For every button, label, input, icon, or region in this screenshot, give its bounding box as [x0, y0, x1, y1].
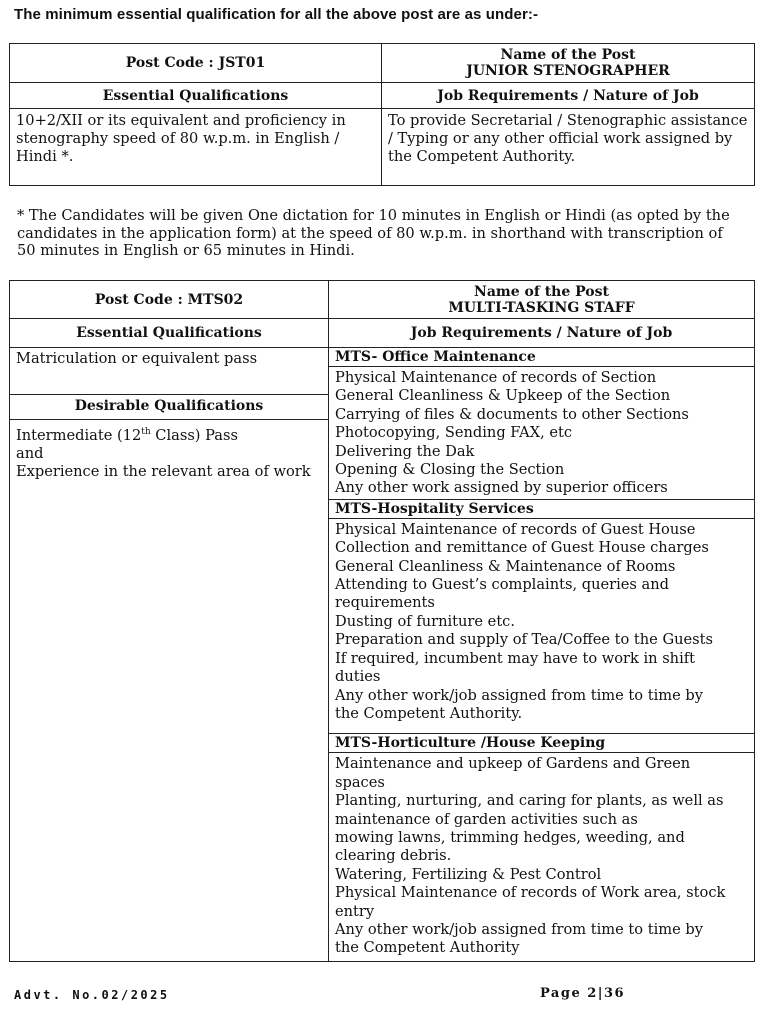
list-item: spaces — [335, 773, 385, 791]
horticulture-section-title: MTS-Horticulture /House Keeping — [329, 734, 754, 753]
list-item: maintenance of garden activities such as — [335, 810, 638, 828]
dictation-note: * The Candidates will be given One dictation for 10 minutes in English or Hindi (as opted by the candidates in the application form) at the speed of 80 w.p.m. in shorthand with transcription of 50 minutes in English or 65 minutes in Hindi. — [17, 207, 730, 259]
jst-jr-header: Job Requirements / Nature of Job — [382, 83, 755, 109]
mts-post-code: Post Code : MTS02 — [10, 281, 329, 319]
office-section — [329, 348, 754, 500]
list-item: Collection and remittance of Guest House charges — [335, 539, 709, 557]
list-item: the Competent Authority. — [335, 704, 523, 722]
list-item: Any other work/job assigned from time to time by — [335, 920, 703, 938]
mts-dq-line1: Intermediate (12th Class) Pass — [16, 426, 238, 444]
jst-table — [9, 43, 755, 186]
mts-jr-header: Job Requirements / Nature of Job — [329, 319, 755, 348]
list-item: Physical Maintenance of records of Section — [335, 369, 657, 386]
office-items — [329, 367, 754, 500]
page-number: Page 2|36 — [540, 986, 626, 1001]
list-item: Physical Maintenance of records of Work area, stock — [335, 884, 726, 902]
jst-jr-text: To provide Secretarial / Stenographic assistance / Typing or any other official work assigned by the Competent Authority. — [382, 109, 755, 186]
list-item: Dusting of furniture etc. — [335, 612, 515, 630]
page-heading: The minimum essential qualification for all the above post are as under:- — [14, 6, 539, 23]
hospitality-section-title: MTS-Hospitality Services — [329, 500, 754, 519]
list-item: Opening & Closing the Section — [335, 461, 565, 479]
mts-job-requirements-cell — [329, 348, 755, 962]
mts-eq-header: Essential Qualifications — [10, 319, 329, 348]
jst-post-name-cell — [382, 44, 755, 83]
list-item: Any other work assigned by superior officers — [335, 479, 668, 497]
horticulture-items — [329, 753, 754, 957]
list-item: Physical Maintenance of records of Guest House — [335, 520, 696, 538]
list-item: Photocopying, Sending FAX, etc — [335, 424, 573, 442]
list-item: duties — [335, 668, 381, 686]
mts-name-label: Name of the Post — [474, 283, 609, 300]
horticulture-section — [329, 734, 754, 957]
hospitality-items — [329, 519, 754, 734]
mts-qualifications-cell — [10, 348, 329, 962]
jst-post-code — [10, 44, 382, 83]
mts-dq-header: Desirable Qualifications — [10, 394, 328, 420]
list-item: Watering, Fertilizing & Pest Control — [335, 865, 602, 883]
advt-number: Advt. No.02/2025 — [14, 988, 170, 1002]
mts-post-name-cell — [329, 281, 755, 319]
mts-dq-line3: Experience in the relevant area of work — [16, 463, 311, 481]
jst-eq-header: Essential Qualifications — [10, 83, 382, 109]
mts-dq-text — [10, 420, 328, 484]
mts-post-name: MULTI-TASKING STAFF — [448, 299, 635, 316]
list-item: Carrying of files & documents to other Sections — [335, 405, 689, 423]
mts-dq-line2: and — [16, 445, 44, 463]
office-section-title: MTS- Office Maintenance — [329, 348, 754, 367]
list-item: Any other work/job assigned from time to time by — [335, 686, 703, 704]
list-item: If required, incumbent may have to work in shift — [335, 649, 696, 667]
list-item: clearing debris. — [335, 847, 452, 865]
jst-post-code-text: Post Code : JST01 — [125, 55, 266, 71]
jst-name-label: Name of the Post — [500, 47, 636, 63]
list-item: General Cleanliness & Maintenance of Rooms — [335, 557, 676, 575]
jst-post-name: JUNIOR STENOGRAPHER — [466, 63, 670, 79]
list-item: Delivering the Dak — [335, 442, 475, 460]
mts-table — [9, 280, 755, 962]
list-item: Planting, nurturing, and caring for plants, as well as — [335, 792, 724, 810]
list-item: requirements — [335, 594, 435, 612]
jst-eq-text: 10+2/XII or its equivalent and proficiency in stenography speed of 80 w.p.m. in English / Hindi *. — [10, 109, 382, 186]
mts-eq-text: Matriculation or equivalent pass — [16, 350, 258, 367]
list-item: Preparation and supply of Tea/Coffee to the Guests — [335, 631, 713, 649]
list-item: General Cleanliness & Upkeep of the Section — [335, 387, 671, 405]
list-item: Maintenance and upkeep of Gardens and Green — [335, 755, 691, 773]
hospitality-section — [329, 500, 754, 734]
list-item: mowing lawns, trimming hedges, weeding, and — [335, 828, 685, 846]
list-item: Attending to Guest’s complaints, queries and — [335, 576, 669, 594]
list-item: the Competent Authority — [335, 939, 520, 957]
list-item: entry — [335, 902, 375, 920]
